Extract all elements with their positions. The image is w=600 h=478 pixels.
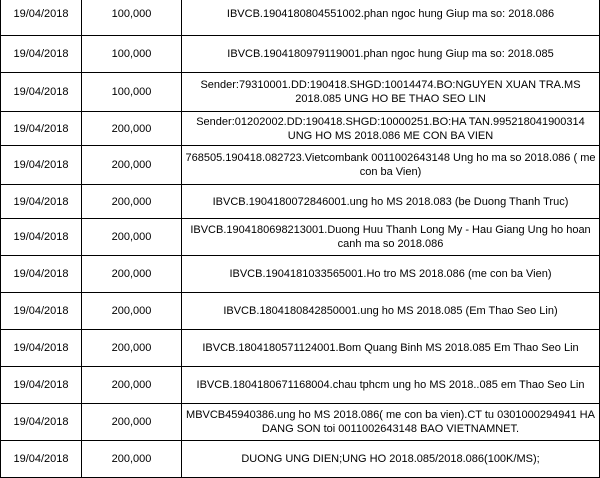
description-cell: IBVCB.1804180842850001.ung ho MS 2018.085 (Em Thao Seo Lin) <box>182 293 600 330</box>
description-cell: Sender:79310001.DD:190418.SHGD:10014474.BO:NGUYEN XUAN TRA.MS 2018.085 UNG HO BE THAO SEO LIN <box>182 73 600 112</box>
amount-cell: 200,000 <box>82 146 182 185</box>
amount-cell: 100,000 <box>82 0 182 36</box>
date-cell: 19/04/2018 <box>1 219 82 256</box>
amount-cell: 200,000 <box>82 441 182 478</box>
table-row <box>1 441 600 478</box>
table-row <box>1 112 600 146</box>
amount-cell: 200,000 <box>82 293 182 330</box>
description-cell: IBVCB.1904180979119001.phan ngoc hung Giup ma so: 2018.085 <box>182 36 600 73</box>
date-cell: 19/04/2018 <box>1 441 82 478</box>
table-row <box>1 293 600 330</box>
date-cell: 19/04/2018 <box>1 112 82 146</box>
description-cell: IBVCB.1904180804551002.phan ngoc hung Giup ma so: 2018.086 <box>182 0 600 36</box>
description-cell: IBVCB.1804180571124001.Bom Quang Binh MS 2018.085 Em Thao Seo Lin <box>182 330 600 367</box>
amount-cell: 200,000 <box>82 112 182 146</box>
table-row <box>1 219 600 256</box>
amount-cell: 200,000 <box>82 330 182 367</box>
table-row <box>1 185 600 219</box>
amount-cell: 200,000 <box>82 367 182 404</box>
date-cell: 19/04/2018 <box>1 73 82 112</box>
date-cell: 19/04/2018 <box>1 330 82 367</box>
amount-cell: 200,000 <box>82 219 182 256</box>
date-cell: 19/04/2018 <box>1 404 82 441</box>
description-cell: IBVCB.1904180698213001.Duong Huu Thanh Long My - Hau Giang Ung ho hoan canh ma so 2018.086 <box>182 219 600 256</box>
description-cell: 768505.190418.082723.Vietcombank 0011002643148 Ung ho ma so 2018.086 ( me con ba Vien) <box>182 146 600 185</box>
description-cell: IBVCB.1904181033565001.Ho tro MS 2018.086 (me con ba Vien) <box>182 256 600 293</box>
description-cell: Sender:01202002.DD:190418.SHGD:10000251.BO:HA TAN.995218041900314 UNG HO MS 2018.086 ME CON BA VIEN <box>182 112 600 146</box>
description-cell: IBVCB.1904180072846001.ung ho MS 2018.083 (be Duong Thanh Truc) <box>182 185 600 219</box>
date-cell: 19/04/2018 <box>1 293 82 330</box>
date-cell: 19/04/2018 <box>1 146 82 185</box>
table-row <box>1 367 600 404</box>
table-row <box>1 146 600 185</box>
description-cell: IBVCB.1804180671168004.chau tphcm ung ho MS 2018..085 em Thao Seo Lin <box>182 367 600 404</box>
amount-cell: 200,000 <box>82 256 182 293</box>
date-cell: 19/04/2018 <box>1 36 82 73</box>
date-cell: 19/04/2018 <box>1 256 82 293</box>
description-cell: MBVCB45940386.ung ho MS 2018.086( me con ba vien).CT tu 0301000294941 HA DANG SON toi 0011002643148 BAO VIETNAMNET. <box>182 404 600 441</box>
amount-cell: 100,000 <box>82 36 182 73</box>
amount-cell: 100,000 <box>82 73 182 112</box>
table-row <box>1 36 600 73</box>
description-cell: DUONG UNG DIEN;UNG HO 2018.085/2018.086(100K/MS); <box>182 441 600 478</box>
table-row <box>1 0 600 36</box>
date-cell: 19/04/2018 <box>1 367 82 404</box>
table-row <box>1 404 600 441</box>
date-cell: 19/04/2018 <box>1 0 82 36</box>
amount-cell: 200,000 <box>82 404 182 441</box>
date-cell: 19/04/2018 <box>1 185 82 219</box>
table-row <box>1 73 600 112</box>
table-row <box>1 256 600 293</box>
table-row <box>1 330 600 367</box>
amount-cell: 200,000 <box>82 185 182 219</box>
